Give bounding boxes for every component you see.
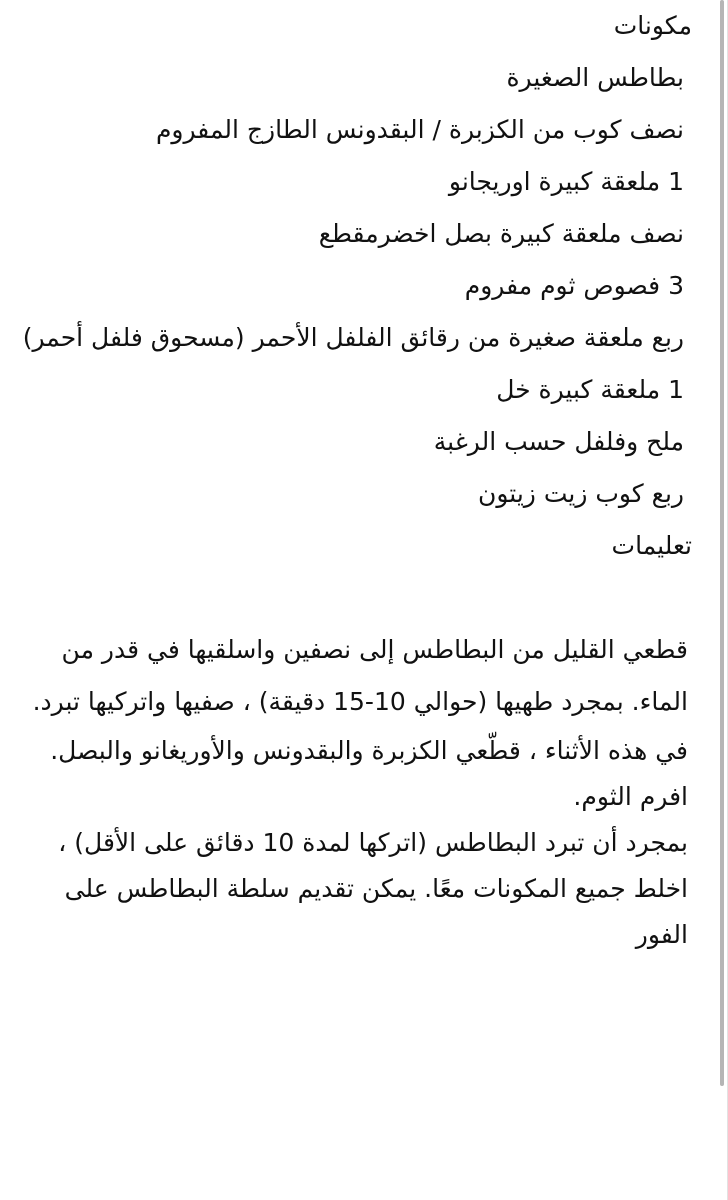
scrollbar[interactable] — [720, 0, 724, 1086]
ingredients-heading: مكونات — [613, 11, 692, 40]
ingredient-item: 1 ملعقة كبيرة اوريجانو — [448, 167, 684, 196]
ingredient-item: 3 فصوص ثوم مفروم — [464, 271, 684, 300]
ingredient-item: نصف كوب من الكزبرة / البقدونس الطازج المفروم — [155, 115, 684, 144]
instructions-heading: تعليمات — [611, 531, 692, 560]
ingredient-item: ربع ملعقة صغيرة من رقائق الفلفل الأحمر (مسحوق فلفل أحمر) — [22, 323, 684, 352]
recipe-text — [20, 0, 692, 958]
ingredient-item: بطاطس الصغيرة — [506, 63, 684, 92]
instruction-paragraph: في هذه الأثناء ، قطّعي الكزبرة والبقدونس والأوريغانو والبصل. افرم الثوم. — [50, 736, 688, 811]
ingredient-item: ملح وفلفل حسب الرغبة — [433, 427, 684, 456]
ingredient-item: 1 ملعقة كبيرة خل — [496, 375, 684, 404]
instruction-paragraph: قطعي القليل من البطاطس إلى نصفين واسلقيها في قدر من الماء. بمجرد طهيها (حوالي 10-15 دقيقة) ، صفيها واتركيها تبرد. — [32, 635, 688, 716]
ingredient-item: نصف ملعقة كبيرة بصل اخضرمقطع — [318, 219, 684, 248]
blank-line — [20, 572, 692, 624]
instructions-section — [20, 520, 692, 958]
ingredient-item: ربع كوب زيت زيتون — [478, 479, 684, 508]
ingredients-section — [20, 0, 692, 520]
instruction-paragraph: بمجرد أن تبرد البطاطس (اتركها لمدة 10 دقائق على الأقل) ، اخلط جميع المكونات معًا. يمكن تقديم سلطة البطاطس على الفور — [58, 828, 688, 949]
